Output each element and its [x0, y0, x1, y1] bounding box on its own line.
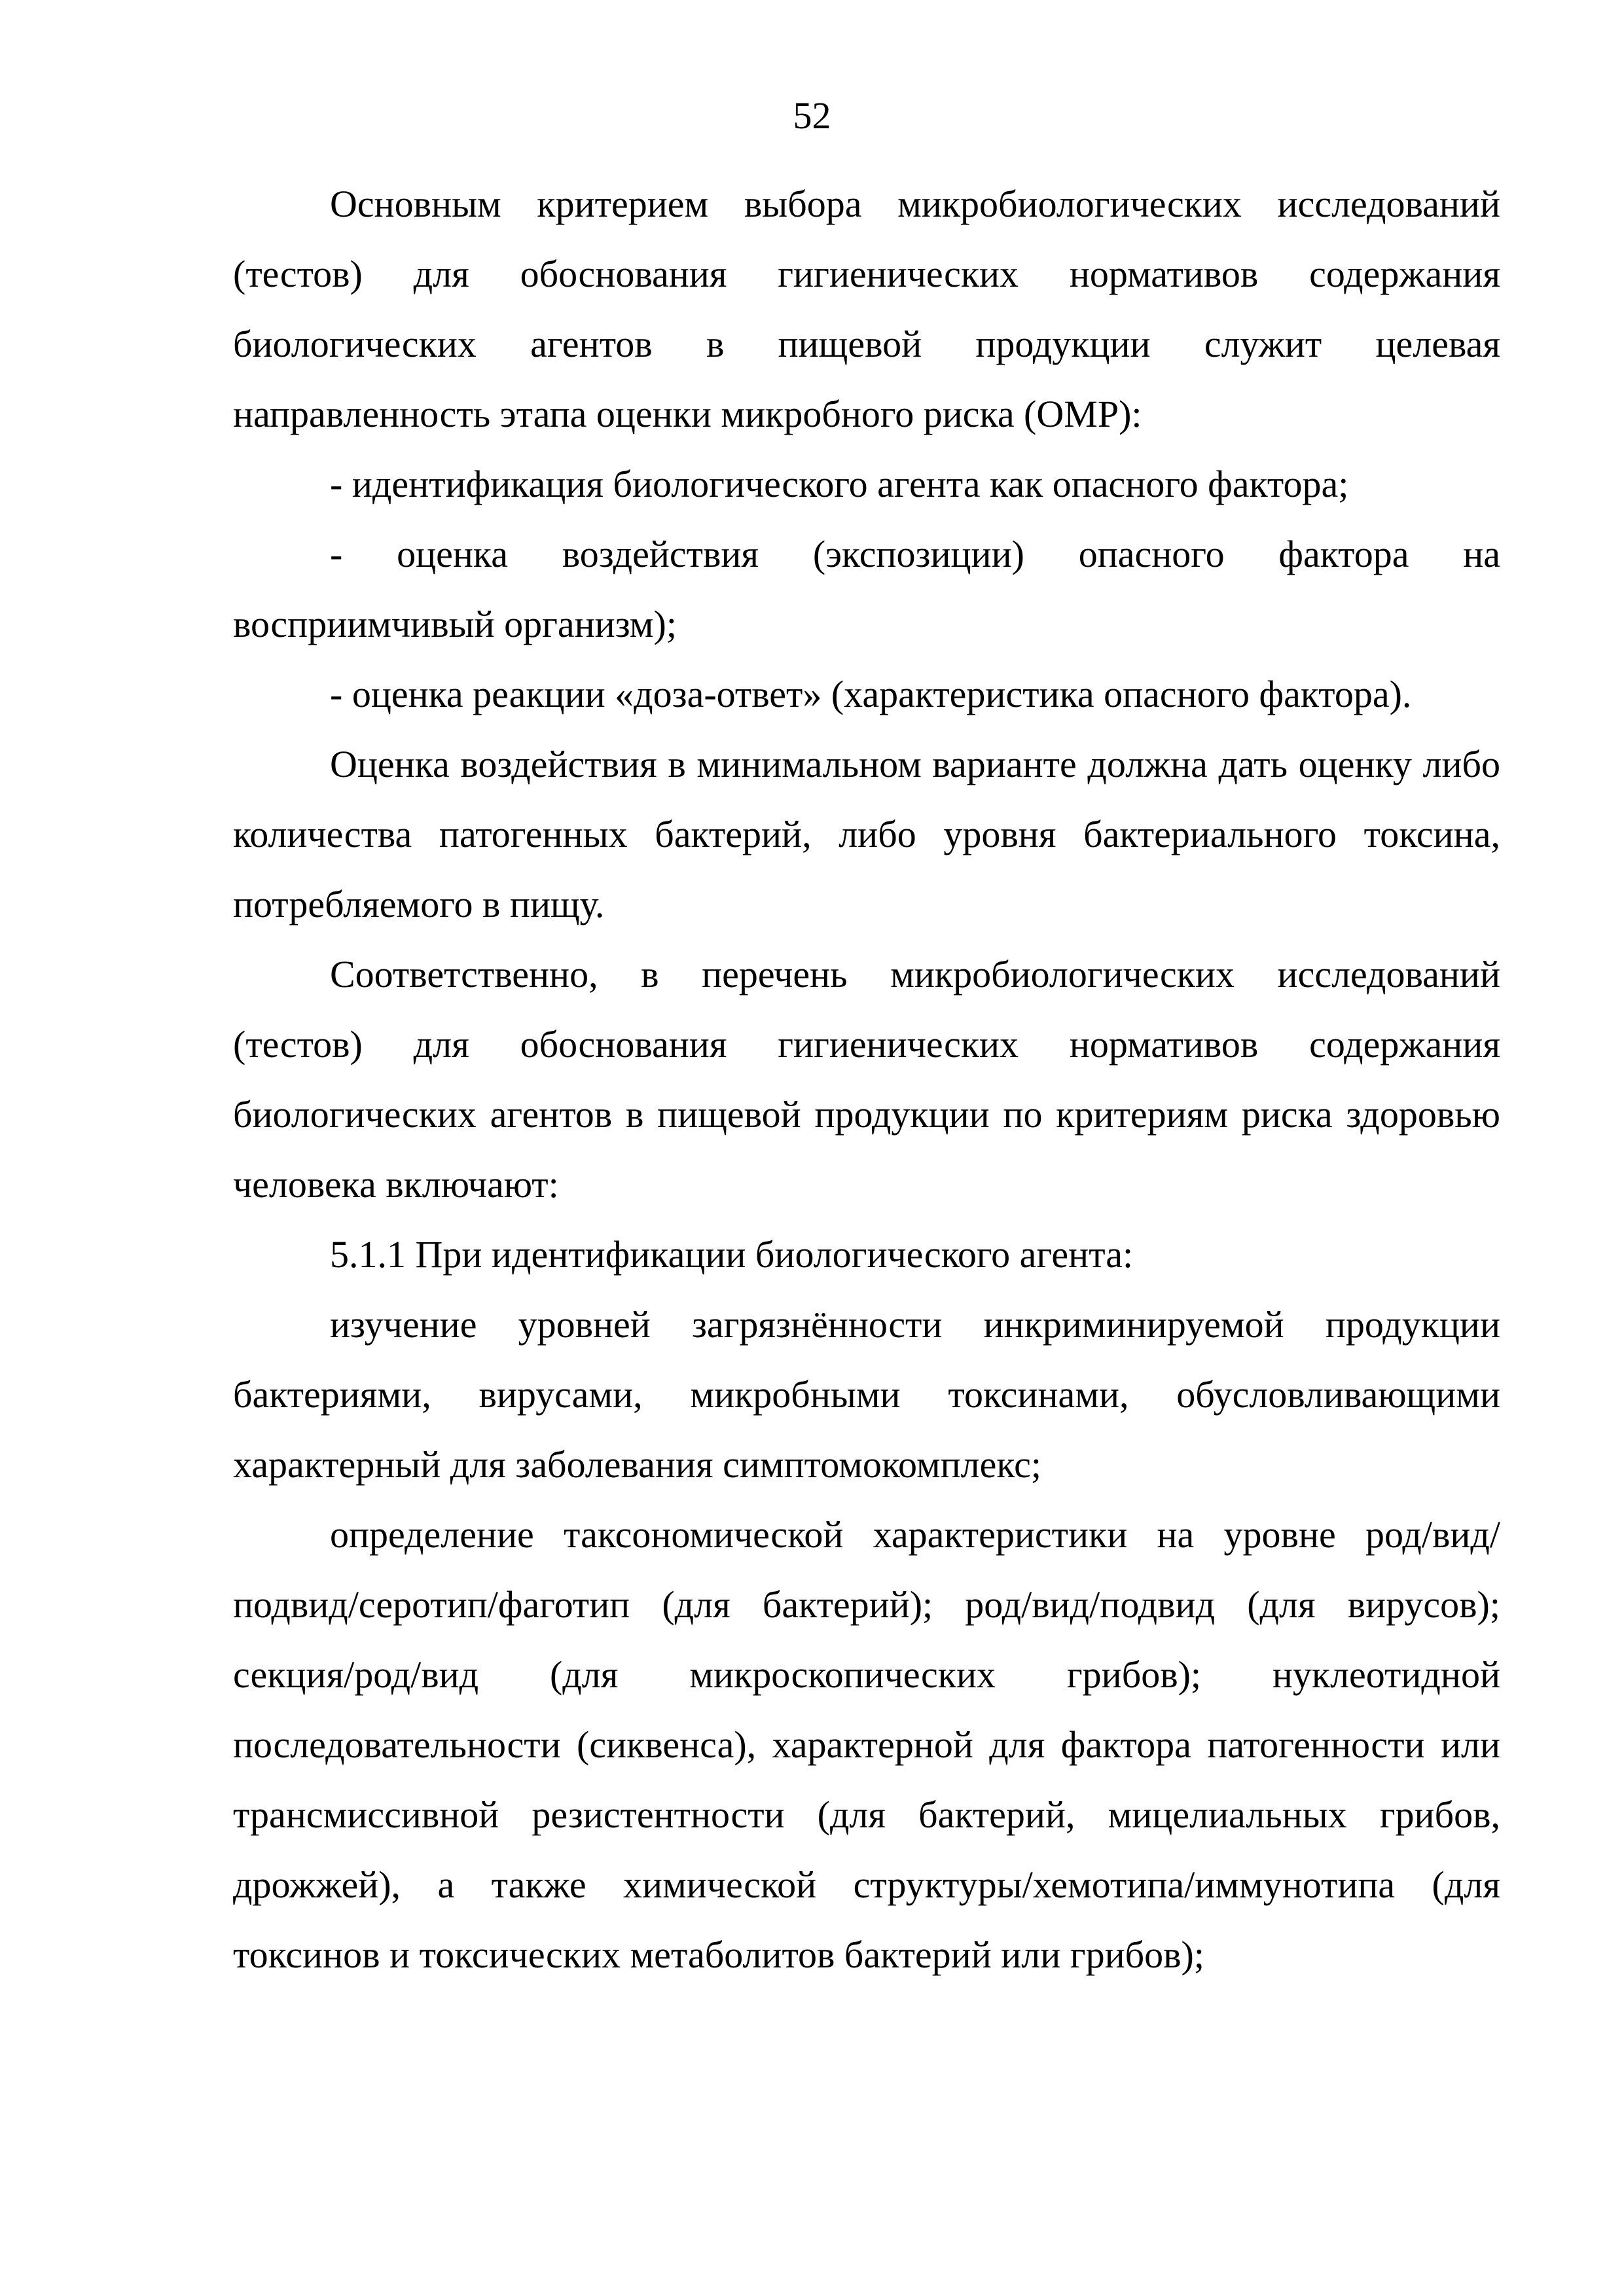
paragraph-criteria: Основным критерием выбора микробиологических исследований (тестов) для обоснования гигиенических нормативов содержания биологических агентов в пищевой продукции служит целевая направленность этапа оценки микробного риска (ОМР): — [233, 183, 1500, 435]
list-item-identification: - идентификация биологического агента как опасного фактора; — [330, 463, 1349, 505]
paragraph-contamination-study: изучение уровней загрязнённости инкриминируемой продукции бактериями, вирусами, микробными токсинами, обусловливающими характерный для заболевания симптомокомплекс; — [233, 1303, 1500, 1486]
list-item-exposure-assessment: - оценка воздействия (экспозиции) опасного фактора на восприимчивый организм); — [233, 533, 1500, 645]
list-item-dose-response: - оценка реакции «доза-ответ» (характеристика опасного фактора). — [330, 673, 1412, 715]
body-text — [233, 169, 1500, 1990]
page-number: 52 — [793, 94, 831, 137]
section-heading-5-1-1: 5.1.1 При идентификации биологического агента: — [330, 1233, 1134, 1276]
paragraph-taxonomic-determination: определение таксономической характеристики на уровне род/вид/подвид/серотип/фаготип (для бактерий); род/вид/подвид (для вирусов); секция/род/вид (для микроскопических грибов); нуклеотидной последовательности (сиквенса), характерной для фактора патогенности или трансмиссивной резистентности (для бактерий, мицелиальных грибов, дрожжей), а также химической структуры/хемотипа/иммунотипа (для токсинов и токсических метаболитов бактерий или грибов); — [233, 1513, 1500, 1976]
paragraph-test-list: Соответственно, в перечень микробиологических исследований (тестов) для обоснования гигиенических нормативов содержания биологических агентов в пищевой продукции по критериям риска здоровью человека включают: — [233, 953, 1500, 1206]
paragraph-exposure-assessment: Оценка воздействия в минимальном варианте должна дать оценку либо количества патогенных бактерий, либо уровня бактериального токсина, потребляемого в пищу. — [233, 743, 1500, 925]
